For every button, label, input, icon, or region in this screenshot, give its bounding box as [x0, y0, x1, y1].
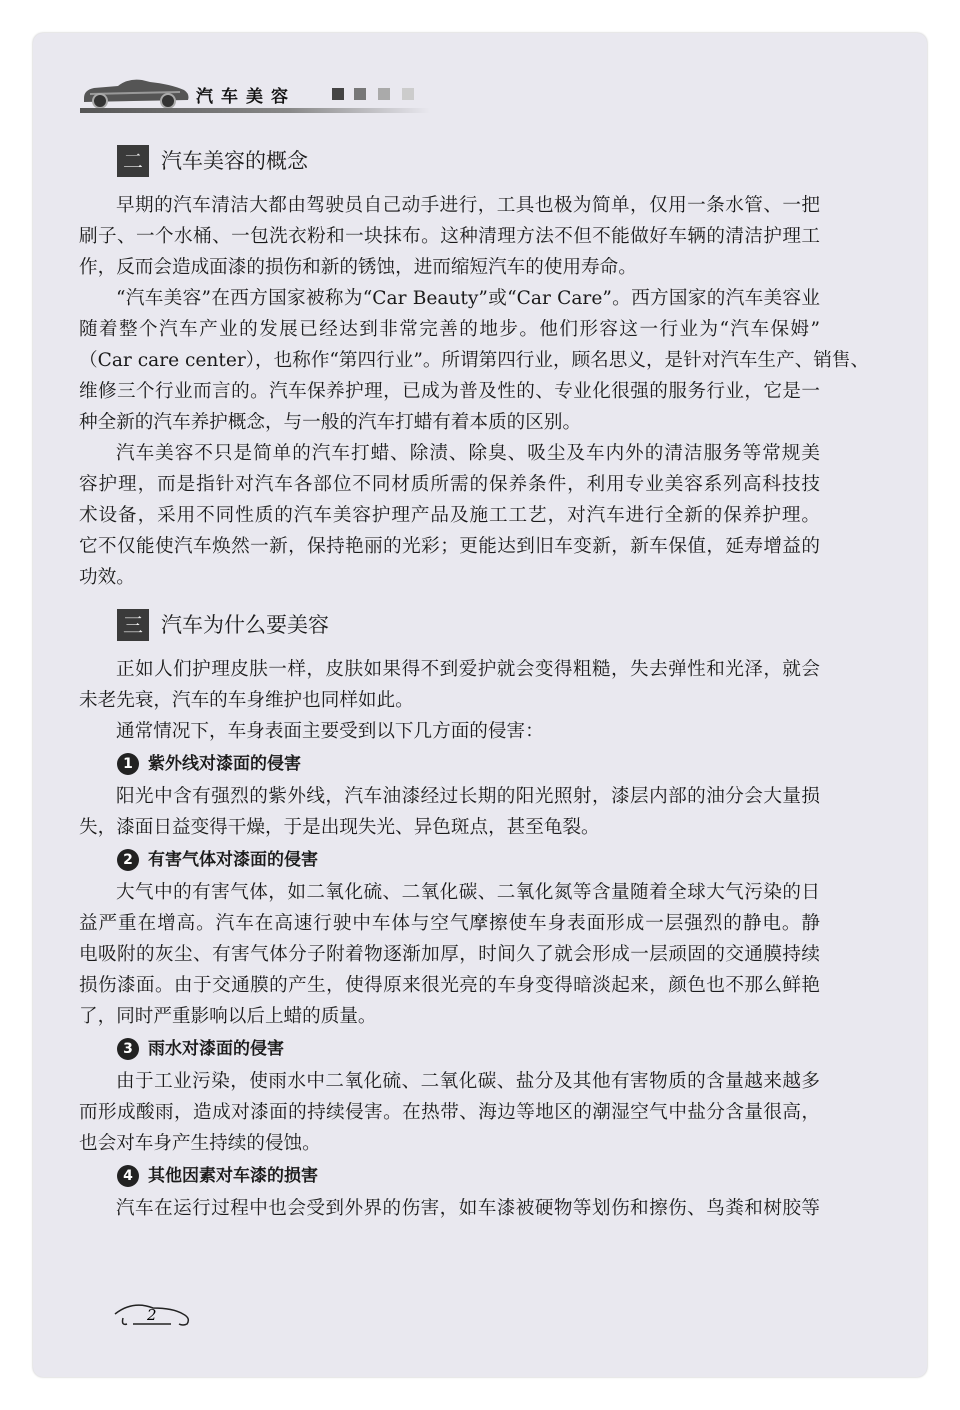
paragraph: [79, 781, 820, 843]
text-line: 随着整个汽车产业的发展已经达到非常完善的地步。他们形容这一行业为“汽车保姆”: [79, 319, 820, 340]
decor-square: [332, 88, 344, 100]
text-line: 汽车美容不只是简单的汽车打蜡、除渍、除臭、吸尘及车内外的清洁服务等常规美: [116, 443, 820, 464]
section-title: 汽车美容的概念: [161, 148, 308, 173]
header-rule: [80, 108, 430, 113]
text-line: 益严重在增高。汽车在高速行驶中车体与空气摩擦使车身表面形成一层强烈的静电。静: [79, 913, 820, 934]
subsection-number: 2: [117, 849, 139, 871]
section-heading: [117, 609, 820, 641]
text-line: 功效。: [79, 567, 135, 588]
subsection-number: 4: [117, 1165, 139, 1187]
paragraph: [79, 1193, 820, 1224]
text-line: 维修三个行业而言的。汽车保养护理，已成为普及性的、专业化很强的服务行业，它是一: [79, 381, 820, 402]
text-line: 早期的汽车清洁大都由驾驶员自己动手进行，工具也极为简单，仅用一条水管、一把: [116, 195, 820, 216]
subsection-heading: [117, 1032, 820, 1066]
text-line: 也会对车身产生持续的侵蚀。: [79, 1133, 321, 1154]
subsection-heading: [117, 1159, 820, 1193]
subsection-number: 3: [117, 1038, 139, 1060]
text-line: 而形成酸雨，造成对漆面的持续侵害。在热带、海边等地区的潮湿空气中盐分含量很高，: [79, 1102, 820, 1123]
subsection-title: 有害气体对漆面的侵害: [148, 849, 318, 870]
paragraph: [79, 190, 820, 283]
paragraph: [79, 716, 820, 747]
page-number: 2: [147, 1306, 157, 1324]
text-line: 电吸附的灰尘、有害气体分子附着物逐渐加厚，时间久了就会形成一层顽固的交通膜持续: [79, 944, 820, 965]
subsection-title: 紫外线对漆面的侵害: [148, 753, 301, 774]
subsection-heading: [117, 843, 820, 877]
car-outline-icon: [113, 1300, 193, 1330]
running-header: [80, 70, 440, 120]
section-body: [79, 654, 820, 1224]
text-line: 刷子、一个水桶、一包洗衣粉和一块抹布。这种清理方法不但不能做好车辆的清洁护理工: [79, 226, 820, 247]
text-line: 失，漆面日益变得干燥，于是出现失光、异色斑点，甚至龟裂。: [79, 817, 600, 838]
text-line: 汽车在运行过程中也会受到外界的伤害，如车漆被硬物等划伤和擦伤、鸟粪和树胶等: [116, 1198, 820, 1219]
section-number: 三: [117, 609, 149, 641]
text-line: 容护理，而是指针对汽车各部位不同材质所需的保养条件，利用专业美容系列高科技技: [79, 474, 820, 495]
text-line: 大气中的有害气体，如二氧化硫、二氧化碳、二氧化氮等含量随着全球大气污染的日: [116, 882, 820, 903]
convertible-car-icon: [80, 74, 192, 110]
text-line: 了，同时严重影响以后上蜡的质量。: [79, 1006, 377, 1027]
subsection-title: 其他因素对车漆的损害: [148, 1165, 318, 1186]
paragraph: [79, 438, 820, 593]
text-line: 由于工业污染，使雨水中二氧化硫、二氧化碳、盐分及其他有害物质的含量越来越多: [116, 1071, 820, 1092]
section-title: 汽车为什么要美容: [161, 612, 329, 637]
decor-square: [378, 88, 390, 100]
subsection-title: 雨水对漆面的侵害: [148, 1038, 284, 1059]
paragraph: [79, 654, 820, 716]
page-footer: [113, 1300, 193, 1334]
text-line: 作，反而会造成面漆的损伤和新的锈蚀，进而缩短汽车的使用寿命。: [79, 257, 637, 278]
text-line: 种全新的汽车养护概念，与一般的汽车打蜡有着本质的区别。: [79, 412, 582, 433]
paragraph: [79, 877, 820, 1032]
text-line: 未老先衰，汽车的车身维护也同样如此。: [79, 690, 414, 711]
paragraph: [79, 283, 870, 438]
decor-square: [354, 88, 366, 100]
text-line: （Car care center），也称作“第四行业”。所谓第四行业，顾名思义，是针对汽车生产、销售、: [79, 350, 870, 371]
section-number: 二: [117, 145, 149, 177]
text-line: “汽车美容”在西方国家被称为“Car Beauty”或“Car Care”。西方国家的汽车美容业: [116, 288, 820, 309]
page-content: [79, 145, 870, 1224]
text-line: 阳光中含有强烈的紫外线，汽车油漆经过长期的阳光照射，漆层内部的油分会大量损: [116, 786, 820, 807]
text-line: 损伤漆面。由于交通膜的产生，使得原来很光亮的车身变得暗淡起来，颜色也不那么鲜艳: [79, 975, 820, 996]
subsection-number: 1: [117, 753, 139, 775]
subsection-heading: [117, 747, 820, 781]
text-line: 术设备，采用不同性质的汽车美容护理产品及施工工艺，对汽车进行全新的保养护理。: [79, 505, 820, 526]
section-body: [79, 190, 870, 593]
paragraph: [79, 1066, 820, 1159]
text-line: 正如人们护理皮肤一样，皮肤如果得不到爱护就会变得粗糙，失去弹性和光泽，就会: [116, 659, 820, 680]
section-heading: [117, 145, 820, 177]
decor-square: [402, 88, 414, 100]
text-line: 它不仅能使汽车焕然一新，保持艳丽的光彩；更能达到旧车变新，新车保值，延寿增益的: [79, 536, 820, 557]
header-title: 汽车美容: [196, 87, 296, 107]
text-line: 通常情况下，车身表面主要受到以下几方面的侵害：: [116, 721, 544, 742]
